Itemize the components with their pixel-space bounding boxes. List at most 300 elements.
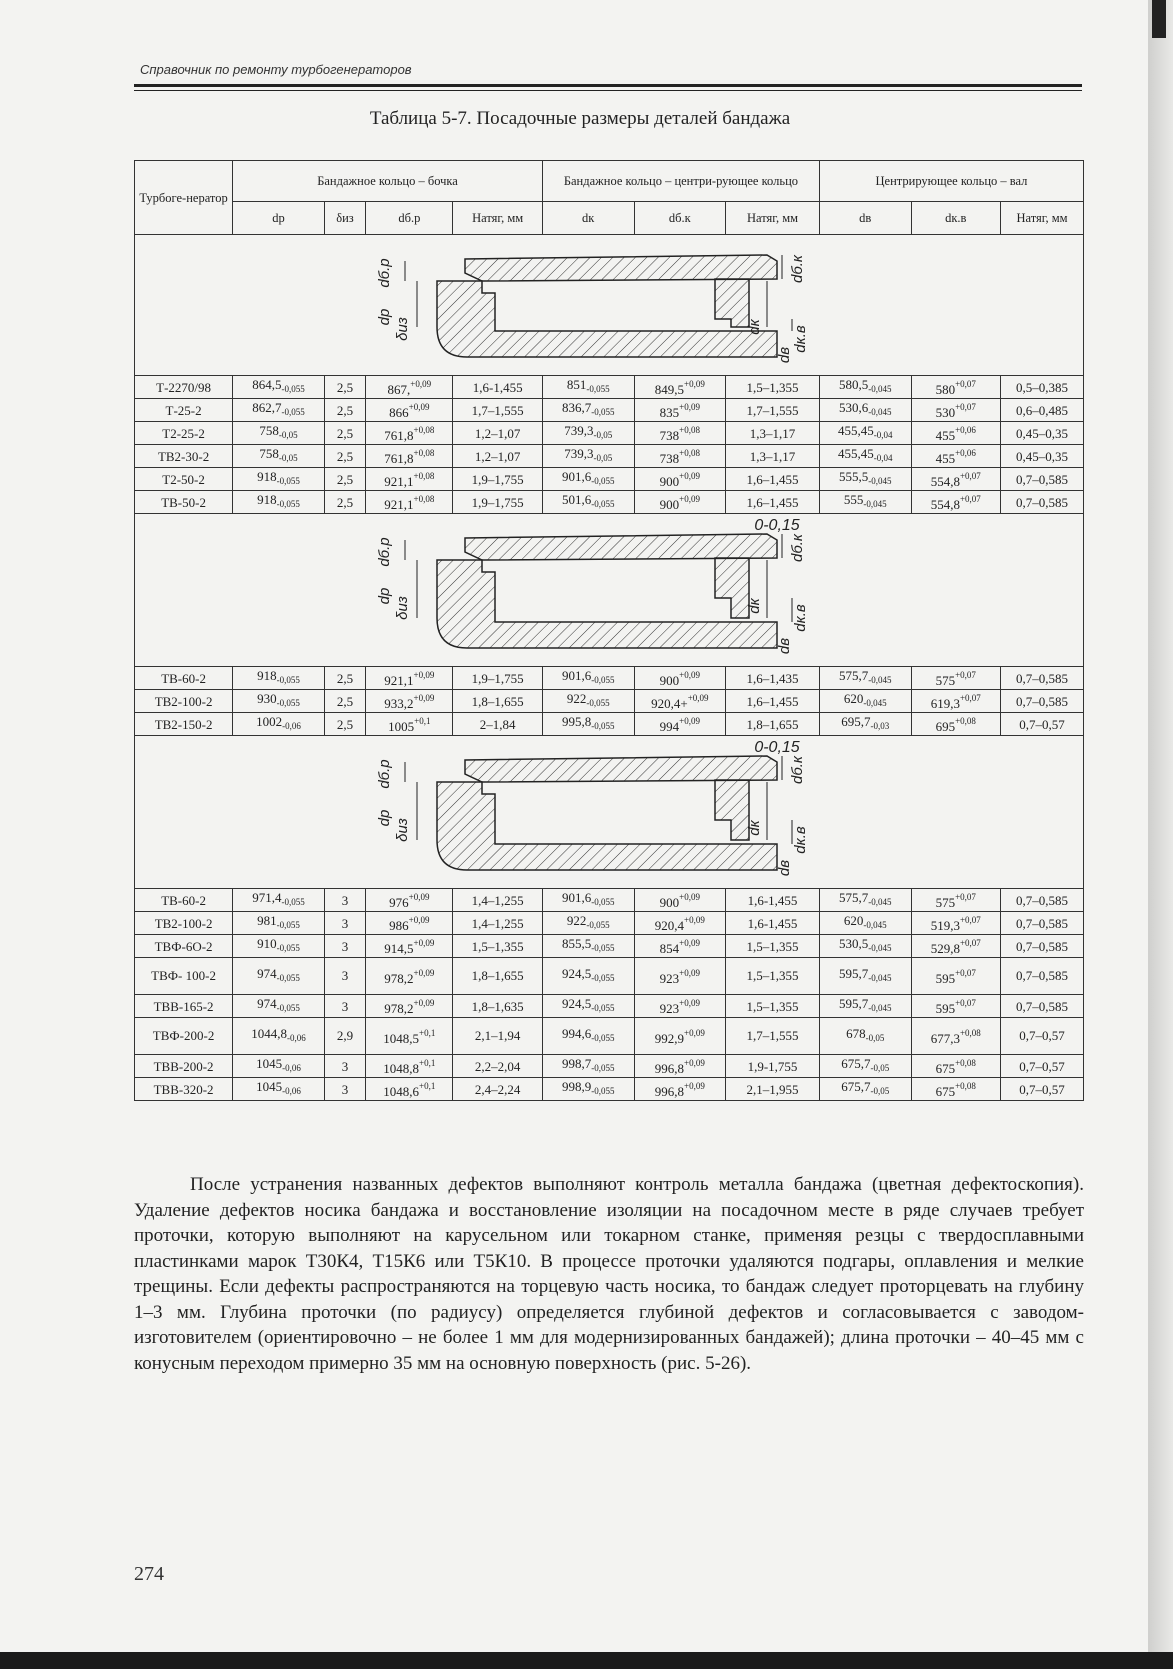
cell-value: 738 [659,428,680,443]
table-cell [1000,690,1083,713]
table-cell [726,468,820,491]
diagram-cell [135,736,1084,889]
table-cell [366,889,453,912]
table-cell [366,468,453,491]
cell-tolerance-lower: -0,05 [870,1063,890,1073]
table-cell [1000,445,1083,468]
table-cell [1000,491,1083,514]
cell-value: 901,6 [561,469,592,484]
cell-tolerance-lower: -0,055 [276,698,300,708]
header-col: Натяг, мм [453,202,542,235]
table-cell [366,935,453,958]
body-paragraph: После устранения названных дефектов выполняют контроль металла бандажа (цветная дефектоскопия). Удаление дефектов носика бандажа и восстановление изоляции на посадочном месте в ряде случаев требует проточки, которую выполняют на карусельном или токарном станке, применяя резцы с твердосплавными пластинками марок Т30К4, Т15К6 или Т5К10. В процессе проточки удаляются подгары, оплавления и мелкие трещины. Если дефекты распространяются на торцевую часть носика, то бандаж следует проторцевать на глубину 1–3 мм. Глубина проточки (по радиусу) определяется глубиной дефектов и согласовывается с заводом-изготовителем (ориентировочно – не более 1 мм для модернизированных бандажей); длина проточки – 40–45 мм с конусным переходом примерно 35 мм на основную поверхность (рис. 5-26). [134,1174,1084,1374]
cell-value: 855,5 [561,936,592,951]
cell-tolerance-upper: +0,07 [959,915,981,925]
cell-value: 1,5–1,355 [746,968,799,983]
cell-value: 918 [257,668,277,683]
table-cell [453,667,542,690]
table-cell [453,1078,542,1101]
cell-tolerance-upper: +0,07 [959,494,981,504]
cell-value: 1,6-1,455 [747,892,798,908]
cell-tolerance-upper: +0,09 [413,968,435,978]
cell-tolerance-upper: +0,09 [679,716,700,726]
table-cell [366,713,453,736]
cell-tolerance-lower: -0,055 [591,1003,615,1013]
cell-value: 0,7–0,57 [1019,1058,1065,1074]
cell-tolerance-lower: -0,055 [586,920,610,930]
cell-value: 1005 [388,719,415,734]
cell-tolerance-lower: -0,055 [591,476,615,486]
cell-value: 1044,8 [251,1026,287,1041]
cell-value: 1,6–1,455 [746,494,799,510]
cell-tolerance-lower: -0,055 [276,920,300,930]
cell-value: 529,8 [930,941,960,956]
table-cell [453,445,542,468]
table-cell [453,889,542,912]
cell-value: ТВФ-6О-2 [154,938,213,954]
cell-tolerance-lower: -0,055 [591,721,615,731]
table-cell [634,713,726,736]
diagram-label-d-r: dр [376,587,393,605]
table-cell [634,399,726,422]
cell-value: ТВ2-150-2 [154,716,213,732]
cell-value: 0,7–0,585 [1015,471,1068,487]
table-cell [233,376,325,399]
cell-tolerance-lower: -0,045 [868,1003,892,1013]
cell-value: 971,4 [252,890,282,905]
diagram-label-d-k: dк [746,820,763,836]
diagram-label-d-r: dр [376,308,393,326]
cell-generator-model [135,491,233,514]
diagram-label-clearance: 0-0,15 [754,739,800,756]
table-cell [233,399,325,422]
cell-tolerance-upper: +0,07 [955,379,976,389]
cell-value: 976 [389,895,409,910]
table-cell [324,912,365,935]
cell-value: 530 [935,405,956,420]
table-cell [819,1018,911,1055]
table-cell [542,912,634,935]
header-rule-thick [134,84,1082,87]
cell-value: 738 [659,451,680,466]
cell-value: 761,8 [384,451,414,466]
cell-value: 761,8 [384,428,414,443]
table-cell [634,889,726,912]
diagram-label-d-r: dр [376,809,393,827]
table-cell [366,491,453,514]
table-row [135,422,1084,445]
cell-tolerance-upper: +0,09 [679,938,700,948]
table-cell [726,690,820,713]
table-cell [726,422,820,445]
cell-value: 1,6-1,455 [747,915,798,931]
cell-tolerance-upper: +0,1 [419,1081,436,1091]
cell-tolerance-upper: +0,09 [687,693,709,703]
cell-tolerance-upper: +0,1 [419,1028,436,1038]
diagram-label-d-k: dк [746,319,763,335]
cell-value: 675 [935,1084,956,1099]
cell-generator-model [135,889,233,912]
cell-value: 986 [389,918,409,933]
cell-value: 555,5 [838,469,869,484]
cell-tolerance-lower: -0,045 [868,973,892,983]
table-cell [726,399,820,422]
cell-value: 0,6–0,485 [1015,402,1068,418]
table-row [135,958,1084,995]
cell-value: Т2-25-2 [162,425,205,441]
table-row [135,1055,1084,1078]
diagram-label-d-br: dб.р [376,258,393,288]
table-cell [634,422,726,445]
retaining-ring-section [465,756,777,782]
cell-value: 580,5 [838,377,869,392]
cell-tolerance-upper: +0,08 [959,1028,981,1038]
cell-tolerance-upper: +0,09 [679,892,700,902]
table-cell [233,445,325,468]
cell-tolerance-upper: +0,09 [408,915,430,925]
cell-value: 0,7–0,585 [1015,938,1068,954]
diagram-label-d-bk: dб.к [789,755,806,785]
table-cell [366,422,453,445]
cell-value: 3 [341,892,349,908]
cell-value: 2,5 [336,402,354,418]
table-cell [819,399,911,422]
table-cell [911,1078,1000,1101]
cell-tolerance-lower: -0,055 [591,973,615,983]
cell-tolerance-upper: +0,08 [955,1058,976,1068]
cell-tolerance-upper: +0,09 [679,494,700,504]
table-row [135,889,1084,912]
table-cell [911,376,1000,399]
table-cell [453,995,542,1018]
cell-tolerance-lower: -0,05 [278,453,298,463]
cell-value: 575 [935,895,956,910]
cell-value: 1,2–1,07 [474,448,521,464]
table-cell [233,1018,325,1055]
table-cell [1000,713,1083,736]
cell-value: 3 [341,1081,349,1097]
cell-tolerance-lower: -0,055 [591,897,615,907]
cell-tolerance-lower: -0,055 [591,675,615,685]
table-cell [819,1078,911,1101]
cell-value: 1,6–1,455 [746,693,799,709]
cell-value: 867, [387,382,411,397]
cell-generator-model [135,1055,233,1078]
table-row [135,912,1084,935]
header-col: dк.в [911,202,1000,235]
table-cell [1000,1018,1083,1055]
table-cell [453,912,542,935]
cell-generator-model [135,995,233,1018]
cell-tolerance-lower: -0,05 [870,1086,890,1096]
cell-value: 996,8 [654,1084,685,1099]
table-cell [542,935,634,958]
cell-tolerance-upper: +0,06 [955,425,976,435]
cell-value: 836,7 [561,400,592,415]
cell-tolerance-upper: +0,07 [959,938,981,948]
cell-generator-model [135,958,233,995]
cell-value: 922 [566,913,587,928]
cell-value: 1,7–1,555 [471,402,524,418]
cell-tolerance-upper: +0,08 [413,425,435,435]
diagram-cell [135,235,1084,376]
table-cell [366,1018,453,1055]
cell-tolerance-upper: +0,07 [959,471,981,481]
cell-value: 910 [257,936,277,951]
cell-value: Т-25-2 [165,402,202,418]
cell-value: 1,6–1,455 [746,471,799,487]
cell-value: 2,5 [336,379,354,395]
cell-value: 1,5–1,355 [746,938,799,954]
cell-value: 922 [566,691,587,706]
table-cell [1000,376,1083,399]
cell-tolerance-upper: +0,09 [684,379,705,389]
table-cell [453,1055,542,1078]
diagram-row [135,235,1084,376]
table-cell [542,958,634,995]
diagram-label-delta-iz: δиз [394,818,411,842]
cell-value: 3 [341,968,349,983]
cell-tolerance-upper: +0,09 [679,471,700,481]
diagram-label-delta-iz: δиз [394,317,411,341]
table-cell [1000,422,1083,445]
cell-tolerance-upper: +0,08 [413,448,435,458]
header-group-centering-shaft: Центрирующее кольцо – вал [819,161,1083,202]
diagram-label-d-k: dк [746,598,763,614]
cell-value: 1,5–1,355 [746,379,799,395]
table-cell [911,995,1000,1018]
table-cell [1000,468,1083,491]
table-cell [542,995,634,1018]
cell-value: 2–1,84 [479,716,516,732]
cell-value: 3 [341,915,349,931]
diagram-label-d-br: dб.р [376,759,393,789]
cell-value: 455 [935,451,956,466]
cell-value: 981 [257,913,277,928]
cell-tolerance-lower: -0,045 [868,897,892,907]
table-cell [542,399,634,422]
cell-value: 1048,5 [383,1031,420,1046]
table-cell [911,667,1000,690]
table-row [135,468,1084,491]
table-cell [634,376,726,399]
cell-value: 739,3 [564,423,594,438]
table-cell [542,690,634,713]
table-cell [911,422,1000,445]
cell-value: 2,5 [336,716,354,732]
cell-value: 1045 [256,1056,283,1071]
cell-generator-model [135,690,233,713]
table-cell [366,958,453,995]
cell-tolerance-lower: -0,05 [593,453,613,463]
table-cell [819,958,911,995]
cell-tolerance-lower: -0,055 [276,943,300,953]
table-cell [453,935,542,958]
cell-value: 554,8 [930,474,960,489]
table-cell [324,935,365,958]
table-cell [634,958,726,995]
cell-value: 0,45–0,35 [1015,425,1068,441]
table-row [135,995,1084,1018]
cell-value: 1002 [256,714,283,729]
table-cell [726,667,820,690]
cell-tolerance-lower: -0,055 [276,499,300,509]
cell-tolerance-upper: +0,08 [413,471,435,481]
centering-ring-section [715,780,749,840]
table-cell [542,468,634,491]
table-row [135,1018,1084,1055]
cell-value: 998,9 [561,1079,592,1094]
cell-value: 595 [935,971,956,986]
cell-value: 933,2 [384,696,414,711]
table-cell [634,1018,726,1055]
table-cell [542,1055,634,1078]
table-cell [324,713,365,736]
table-cell [726,1018,820,1055]
cell-value: 0,7–0,585 [1015,494,1068,510]
table-cell [366,912,453,935]
cell-value: 0,45–0,35 [1015,448,1068,464]
table-cell [453,399,542,422]
cell-value: 2,1–1,955 [746,1081,799,1097]
cell-value: 0,7–0,57 [1019,1028,1065,1043]
table-cell [233,1078,325,1101]
table-cell [911,713,1000,736]
table-cell [1000,935,1083,958]
cell-value: 575,7 [838,668,869,683]
table-cell [1000,399,1083,422]
diagram-label-clearance: 0-0,15 [754,517,800,534]
table-cell [726,445,820,468]
cell-tolerance-lower: -0,045 [868,407,892,417]
cell-tolerance-lower: -0,05 [593,430,613,440]
cell-tolerance-lower: -0,04 [873,453,893,463]
cell-value: 519,3 [930,918,960,933]
cell-tolerance-lower: -0,045 [868,943,892,953]
cell-value: 2,1–1,94 [474,1028,521,1043]
table-cell [542,1078,634,1101]
cell-generator-model [135,1078,233,1101]
cell-value: 575,7 [838,890,869,905]
cell-value: 974 [257,996,277,1011]
table-cell [819,422,911,445]
table-cell [726,1055,820,1078]
table-cell [233,1055,325,1078]
cell-value: 849,5 [654,382,685,397]
cell-value: 1,6-1,455 [472,379,523,395]
table-cell [324,399,365,422]
header-col: Натяг, мм [726,202,820,235]
table-cell [366,399,453,422]
cell-value: 921,1 [384,474,414,489]
table-cell [233,912,325,935]
cell-tolerance-lower: -0,055 [586,698,610,708]
table-cell [233,713,325,736]
table-cell [453,713,542,736]
cell-value: 923 [659,1001,680,1016]
table-cell [634,935,726,958]
cell-generator-model [135,376,233,399]
cell-value: 758 [259,446,279,461]
diagram-cell [135,514,1084,667]
table-cell [233,995,325,1018]
cell-value: 580 [935,382,956,397]
cell-value: ТВФ-200-2 [152,1028,215,1043]
cell-tolerance-upper: +0,08 [679,425,700,435]
cell-value: 758 [259,423,279,438]
cell-value: 675,7 [841,1056,871,1071]
cell-tolerance-lower: -0,055 [591,1033,615,1043]
table-cell [911,912,1000,935]
cell-value: 0,7–0,585 [1015,693,1068,709]
cell-value: ТВ-50-2 [161,494,206,510]
table-cell [366,376,453,399]
cell-generator-model [135,1018,233,1055]
cell-value: 995,8 [561,714,592,729]
table-cell [911,958,1000,995]
table-cell [324,1078,365,1101]
table-cell [819,713,911,736]
table-row [135,690,1084,713]
cell-value: 1,7–1,555 [746,402,799,418]
table-cell [726,995,820,1018]
cell-generator-model [135,667,233,690]
cell-value: ТВВ-200-2 [153,1058,214,1074]
cell-tolerance-upper: +0,09 [413,938,435,948]
cell-value: 2,5 [336,471,354,487]
cell-value: 677,3 [930,1031,960,1046]
cell-value: 3 [341,998,349,1014]
table-cell [726,958,820,995]
cell-value: 2,5 [336,494,354,510]
cell-tolerance-upper: +0,06 [955,448,976,458]
cell-value: 1,3–1,17 [749,448,796,464]
table-cell [634,1055,726,1078]
cell-value: 1,4–1,255 [471,915,524,931]
table-cell [324,889,365,912]
cell-value: ТВ-60-2 [161,670,206,686]
cell-value: 864,5 [252,377,282,392]
cell-tolerance-upper: +0,09 [413,670,435,680]
cell-value: 1,9–1,755 [471,471,524,487]
cell-value: 2,9 [336,1028,354,1043]
table-cell [726,1078,820,1101]
cell-tolerance-upper: +0,09 [413,693,435,703]
cell-value: 0,7–0,57 [1019,1081,1065,1097]
cell-value: 1,9–1,755 [471,670,524,686]
cell-value: 1,5–1,355 [746,998,799,1014]
table-cell [819,889,911,912]
table-cell [1000,1078,1083,1101]
cell-value: 1,5–1,355 [471,938,524,954]
cell-tolerance-lower: -0,05 [278,430,298,440]
table-cell [819,1055,911,1078]
table-cell [819,995,911,1018]
cell-value: 555 [843,492,864,507]
cell-value: 739,3 [564,446,594,461]
diagram-row [135,736,1084,889]
cell-value: 0,7–0,585 [1015,892,1068,908]
cell-generator-model [135,399,233,422]
table-row [135,399,1084,422]
cell-value: 1048,6 [383,1084,420,1099]
table-row [135,667,1084,690]
table-cell [634,912,726,935]
cell-tolerance-lower: -0,06 [282,1086,301,1096]
table-cell [819,935,911,958]
cell-value: 620 [843,913,864,928]
table-cell [233,889,325,912]
